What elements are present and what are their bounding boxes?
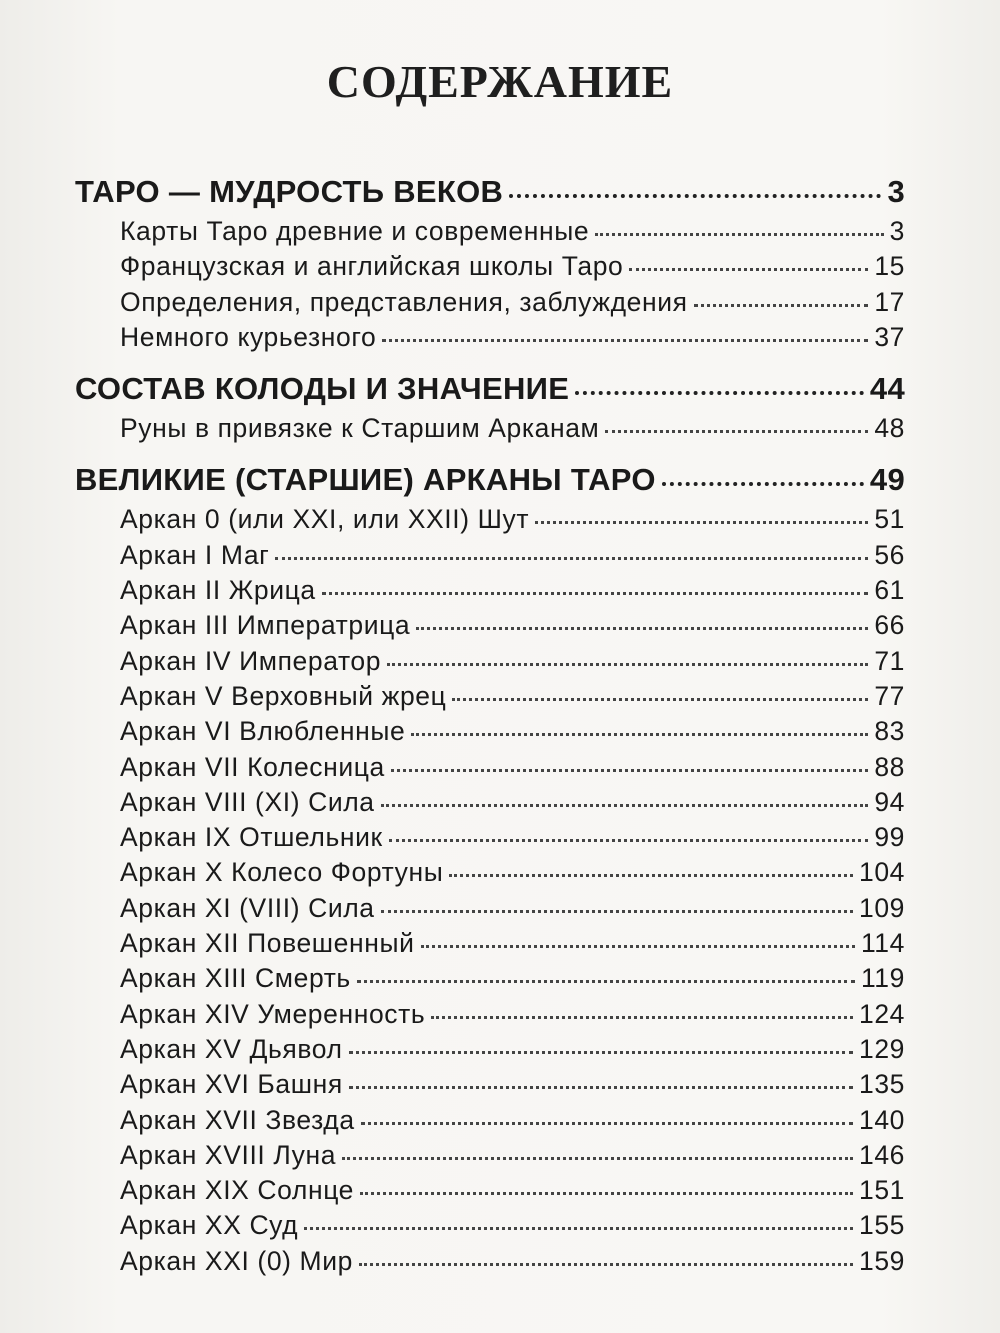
- section-title: ВЕЛИКИЕ (СТАРШИЕ) АРКАНЫ ТАРО: [75, 462, 656, 498]
- toc-item: [75, 573, 905, 608]
- toc-item: [75, 1244, 905, 1279]
- item-page: 61: [874, 575, 905, 606]
- item-page: 135: [858, 1069, 905, 1100]
- item-title: Руны в привязке к Старшим Арканам: [120, 413, 600, 444]
- section-page: 3: [887, 174, 905, 209]
- item-title: Определения, представления, заблуждения: [120, 286, 688, 317]
- toc-item: [75, 1103, 905, 1138]
- item-page: 88: [874, 751, 905, 782]
- toc-section: [75, 367, 905, 411]
- toc-item: [75, 926, 905, 961]
- item-title: Аркан XX Суд: [120, 1210, 299, 1241]
- item-title: Аркан XVI Башня: [120, 1069, 343, 1100]
- dot-leader: [575, 391, 864, 395]
- dot-leader: [421, 945, 855, 948]
- toc-item: [75, 608, 905, 643]
- dot-leader: [605, 430, 868, 433]
- dot-leader: [349, 1051, 853, 1054]
- dot-leader: [275, 557, 868, 560]
- item-title: Аркан VII Колесница: [120, 751, 385, 782]
- item-title: Аркан V Верховный жрец: [120, 680, 447, 711]
- section-page: 44: [869, 371, 905, 407]
- toc-item: [75, 214, 905, 249]
- toc-item: [75, 997, 905, 1032]
- item-title: Аркан XV Дьявол: [120, 1033, 343, 1064]
- item-page: 3: [889, 216, 905, 246]
- item-title: Аркан XXI (0) Мир: [120, 1245, 353, 1276]
- item-page: 48: [874, 413, 905, 444]
- item-page: 151: [858, 1175, 905, 1206]
- dot-leader: [535, 521, 868, 524]
- item-page: 71: [874, 645, 905, 676]
- item-title: Аркан XIII Смерть: [120, 963, 351, 994]
- item-title: Аркан XVIII Луна: [120, 1139, 337, 1170]
- dot-leader: [449, 874, 853, 877]
- item-title: Немного курьезного: [120, 321, 377, 352]
- dot-leader: [416, 627, 868, 630]
- toc-section: [75, 458, 905, 502]
- dot-leader: [359, 1263, 853, 1266]
- section-page: 49: [869, 462, 905, 498]
- item-title: Аркан I Маг: [120, 539, 270, 570]
- item-title: Аркан II Жрица: [120, 575, 316, 606]
- item-title: Аркан VI Влюбленные: [120, 716, 406, 747]
- dot-leader: [381, 804, 869, 807]
- dot-leader: [595, 233, 883, 236]
- item-title: Аркан IX Отшельник: [120, 822, 383, 853]
- item-title: Французская и английская школы Таро: [120, 251, 624, 282]
- item-page: 119: [860, 963, 905, 994]
- item-title: Аркан 0 (или XXI, или XXII) Шут: [120, 504, 530, 535]
- item-page: 146: [858, 1139, 905, 1170]
- toc-item: [75, 820, 905, 855]
- item-title: Аркан XIV Умеренность: [120, 998, 426, 1029]
- dot-leader: [387, 663, 868, 666]
- dot-leader: [662, 482, 864, 486]
- dot-leader: [694, 304, 869, 307]
- dot-leader: [509, 194, 881, 198]
- item-page: 114: [860, 928, 905, 959]
- toc-item: [75, 1032, 905, 1067]
- item-title: Карты Таро древние и современные: [120, 216, 590, 246]
- dot-leader: [452, 698, 868, 701]
- dot-leader: [360, 1192, 853, 1195]
- item-title: Аркан VIII (XI) Сила: [120, 786, 375, 817]
- toc-section: [75, 170, 905, 214]
- toc-item: [75, 502, 905, 537]
- item-page: 94: [874, 786, 905, 817]
- section-title: СОСТАВ КОЛОДЫ И ЗНАЧЕНИЕ: [75, 371, 570, 407]
- item-page: 159: [858, 1245, 905, 1276]
- item-title: Аркан XI (VIII) Сила: [120, 892, 375, 923]
- item-title: Аркан IV Император: [120, 645, 382, 676]
- table-of-contents: [75, 170, 905, 1279]
- dot-leader: [411, 733, 868, 736]
- item-page: 155: [858, 1210, 905, 1241]
- dot-leader: [322, 592, 869, 595]
- dot-leader: [342, 1157, 853, 1160]
- item-title: Аркан XIX Солнце: [120, 1175, 355, 1206]
- toc-item: [75, 1138, 905, 1173]
- item-page: 104: [858, 857, 905, 888]
- toc-item: [75, 679, 905, 714]
- item-page: 109: [858, 892, 905, 923]
- item-page: 129: [858, 1033, 905, 1064]
- item-page: 77: [874, 680, 905, 711]
- toc-item: [75, 1208, 905, 1243]
- toc-item: [75, 714, 905, 749]
- toc-item: [75, 891, 905, 926]
- toc-item: [75, 644, 905, 679]
- dot-leader: [431, 1016, 853, 1019]
- toc-item: [75, 249, 905, 284]
- dot-leader: [381, 910, 853, 913]
- toc-item: [75, 785, 905, 820]
- toc-item: [75, 1173, 905, 1208]
- toc-item: [75, 320, 905, 355]
- item-title: Аркан X Колесо Фортуны: [120, 857, 444, 888]
- item-page: 17: [874, 286, 905, 317]
- toc-item: [75, 961, 905, 996]
- dot-leader: [629, 268, 868, 271]
- item-title: Аркан XVII Звезда: [120, 1104, 355, 1135]
- dot-leader: [389, 839, 869, 842]
- toc-item: [75, 855, 905, 890]
- section-title: ТАРО — МУДРОСТЬ ВЕКОВ: [75, 174, 504, 209]
- dot-leader: [357, 980, 855, 983]
- toc-item: [75, 411, 905, 446]
- item-page: 66: [874, 610, 905, 641]
- dot-leader: [349, 1086, 853, 1089]
- toc-item: [75, 1067, 905, 1102]
- dot-leader: [361, 1122, 853, 1125]
- item-page: 51: [874, 504, 905, 535]
- dot-leader: [304, 1227, 853, 1230]
- item-title: Аркан XII Повешенный: [120, 928, 415, 959]
- dot-leader: [391, 769, 868, 772]
- item-page: 124: [858, 998, 905, 1029]
- page-title: СОДЕРЖАНИЕ: [326, 56, 674, 107]
- dot-leader: [382, 339, 868, 342]
- item-title: Аркан III Императрица: [120, 610, 411, 641]
- toc-item: [75, 538, 905, 573]
- item-page: 56: [874, 539, 905, 570]
- toc-item: [75, 750, 905, 785]
- item-page: 140: [858, 1104, 905, 1135]
- toc-item: [75, 285, 905, 320]
- item-page: 83: [874, 716, 905, 747]
- item-page: 15: [874, 251, 905, 282]
- item-page: 99: [874, 822, 905, 853]
- item-page: 37: [874, 321, 905, 352]
